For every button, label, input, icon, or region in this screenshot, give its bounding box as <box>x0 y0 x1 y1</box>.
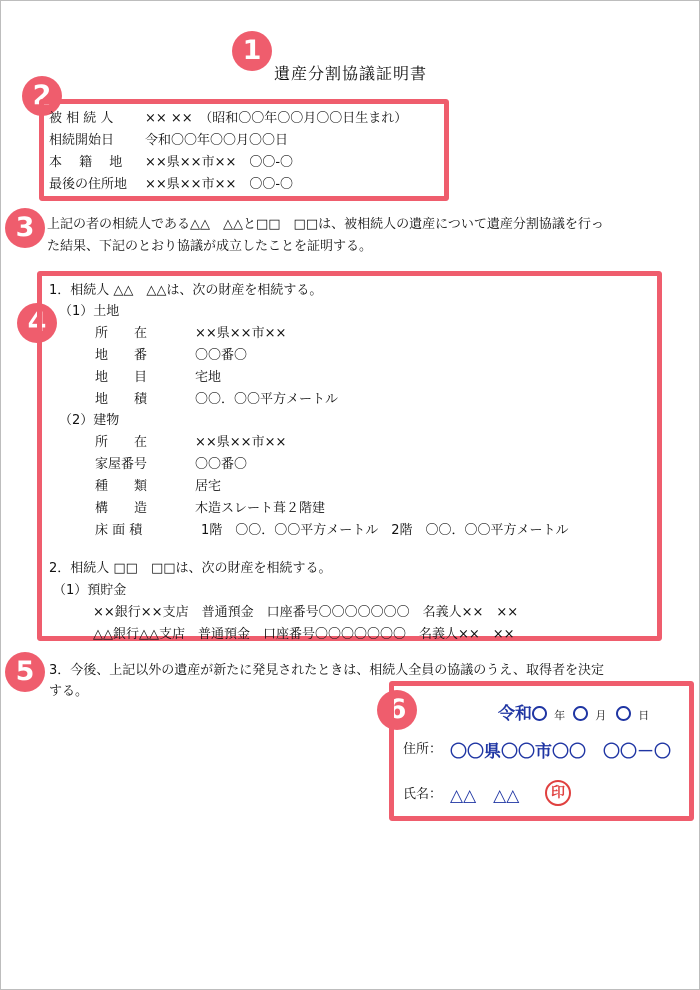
deposit-row: ××銀行××支店 普通預金 口座番号〇〇〇〇〇〇〇 名義人×× ×× <box>93 605 519 620</box>
marker-5: 5 <box>5 652 45 692</box>
domicile-row <box>49 155 293 171</box>
intro-line-2: た結果、下記のとおり協議が成立したことを証明する。 <box>47 239 373 254</box>
row-value: 〇〇．〇〇平方メートル <box>195 392 339 407</box>
building-row <box>95 523 569 539</box>
row-label: 床 面 積 <box>95 523 143 538</box>
intro-line-1: 上記の者の相続人である△△ △△と□□ □□は、被相続人の遺産について遺産分割協議を行っ <box>47 217 604 232</box>
deposit-row: △△銀行△△支店 普通預金 口座番号〇〇〇〇〇〇〇 名義人×× ×× <box>93 627 515 642</box>
section1-heading: 1．相続人 △△ △△は、次の財産を相続する。 <box>49 283 323 298</box>
row-value: 〇〇番〇 <box>195 348 248 363</box>
marker-3: 3 <box>5 208 45 248</box>
address-value: 〇〇県〇〇市〇〇 〇〇－〇 <box>450 742 671 762</box>
marker-2: 2 <box>22 76 62 116</box>
year-circle <box>532 706 547 721</box>
row-label: 所 在 <box>95 435 148 450</box>
row-value: 1階 〇〇．〇〇平方メートル 2階 〇〇．〇〇平方メートル <box>201 523 569 538</box>
date-line <box>498 699 649 724</box>
row-label: 所 在 <box>95 326 148 341</box>
marker-4: 4 <box>17 303 57 343</box>
row-label: 構 造 <box>95 501 148 516</box>
building-row <box>95 435 286 451</box>
section3-line-2: する。 <box>49 684 89 699</box>
row-label: 地 目 <box>95 370 148 385</box>
last-address-row <box>49 177 293 193</box>
row-label: 地 積 <box>95 392 148 407</box>
row-value: 〇〇番〇 <box>195 457 248 472</box>
name-label: 氏名： <box>403 787 443 802</box>
day-circle <box>616 706 631 721</box>
building-row <box>95 457 247 473</box>
decedent-row <box>49 111 407 127</box>
section2-heading: 2．相続人 □□ □□は、次の財産を相続する。 <box>49 561 332 576</box>
seal-stamp-icon: 印 <box>545 780 571 806</box>
marker-1: 1 <box>232 31 272 71</box>
date-era: 令和 <box>498 704 532 724</box>
month-circle <box>573 706 588 721</box>
row-label: 種 類 <box>95 479 148 494</box>
row-label: 本 籍 地 <box>49 155 123 170</box>
row-value: ××県××市×× 〇〇-〇 <box>145 155 294 170</box>
row-label: 家屋番号 <box>95 457 148 472</box>
land-heading: （1）土地 <box>59 304 120 319</box>
building-heading: （2）建物 <box>59 413 120 428</box>
building-row <box>95 501 325 517</box>
row-label: 最後の住所地 <box>49 177 128 192</box>
row-label: 地 番 <box>95 348 148 363</box>
row-value: ××県××市×× <box>195 435 287 450</box>
land-row <box>95 326 286 342</box>
row-value: 居宅 <box>195 479 222 494</box>
row-value: ××県××市×× <box>195 326 287 341</box>
row-value: 宅地 <box>195 370 222 385</box>
day-unit: 日 <box>638 709 650 722</box>
marker-6: 6 <box>377 690 417 730</box>
name-value: △△ △△ <box>450 786 520 806</box>
land-row <box>95 348 247 364</box>
inheritance-start-row <box>49 133 288 149</box>
deposit-heading: （1）預貯金 <box>53 583 127 598</box>
address-label: 住所： <box>403 742 443 757</box>
row-value: ×× ×× （昭和〇〇年〇〇月〇〇日生まれ） <box>145 111 408 126</box>
land-row <box>95 370 221 386</box>
document-title: 遺産分割協議証明書 <box>274 64 428 83</box>
row-value: 令和〇〇年〇〇月〇〇日 <box>145 133 289 148</box>
row-label: 相続開始日 <box>49 133 115 148</box>
row-value: ××県××市×× 〇〇-〇 <box>145 177 294 192</box>
year-unit: 年 <box>554 709 566 722</box>
building-row <box>95 479 221 495</box>
land-row <box>95 392 338 408</box>
row-label: 被 相 続 人 <box>49 111 114 126</box>
section3-line-1: 3．今後、上記以外の遺産が新たに発見されたときは、相続人全員の協議のうえ、取得者を決定 <box>49 663 605 678</box>
row-value: 木造スレート葺２階建 <box>195 501 326 516</box>
month-unit: 月 <box>595 709 607 722</box>
